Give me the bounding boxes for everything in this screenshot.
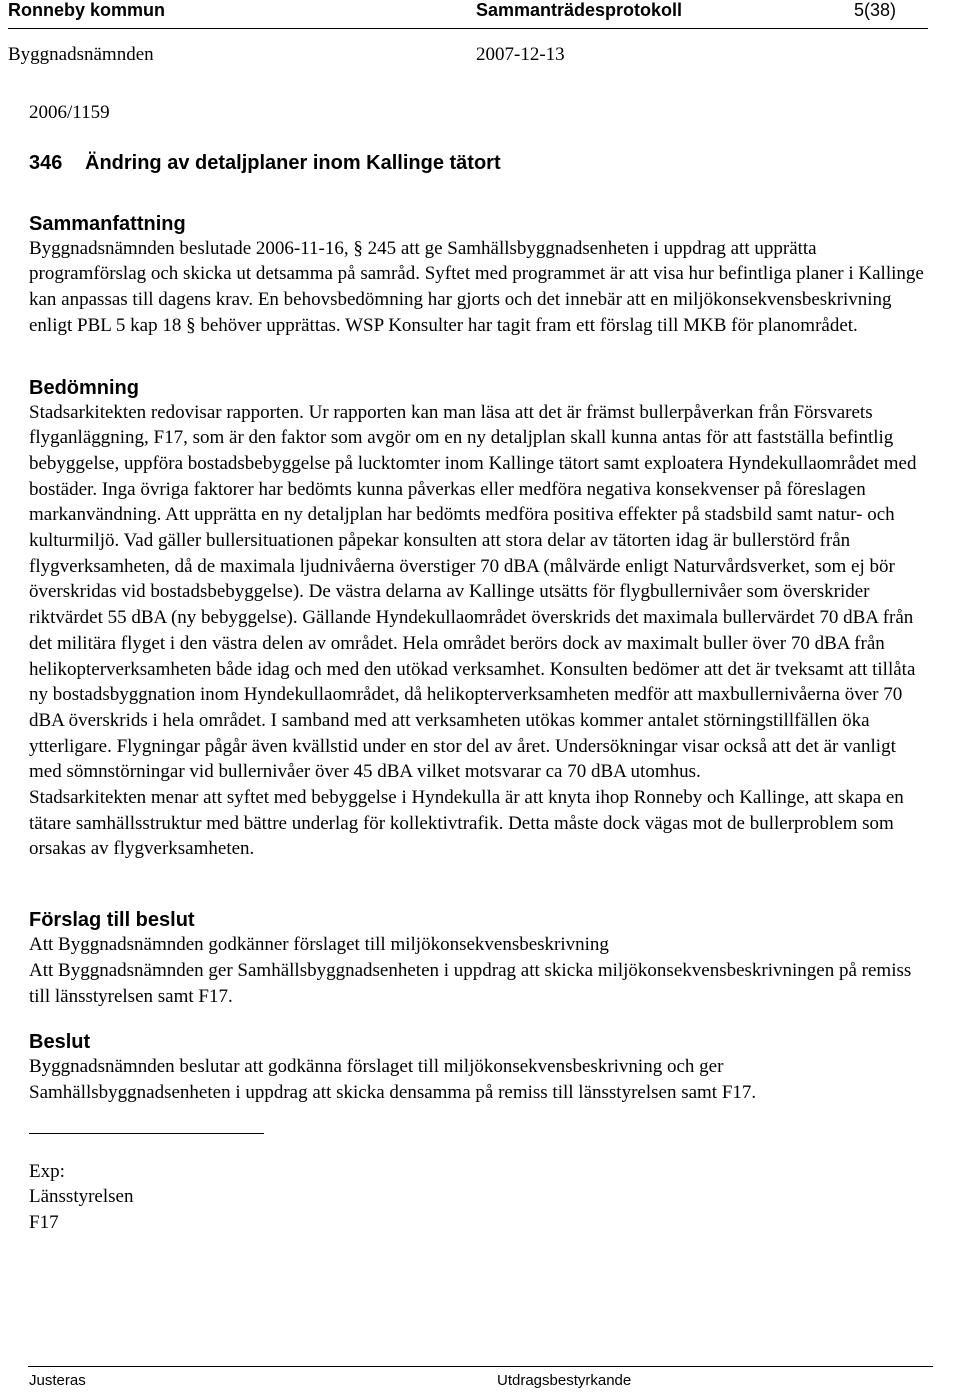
dispatch-block xyxy=(29,1159,929,1236)
header-org: Ronneby kommun xyxy=(8,0,166,20)
dispatch-recipient: F17 xyxy=(29,1212,59,1234)
footer-utdragsbestyrkande: Utdragsbestyrkande xyxy=(497,1372,632,1389)
summary-text: Byggnadsnämnden beslutade 2006-11-16, § 245 att ge Samhällsbyggnadsenheten i uppdrag att upprätta programförslag och skicka ut detsamma på samråd. Syftet med programmet är att visa hur befintliga planer i Kallinge kan anpassas till dagens krav. En behovsbedömning har gjorts och det innebär att en miljökonsekvensbeskrivning enligt PBL 5 kap 18 § behöver upprättas. WSP Konsulter har tagit fram ett förslag till MKB för planområdet. xyxy=(29,237,924,336)
dispatch-recipient: Länsstyrelsen xyxy=(29,1186,134,1208)
header-doc-type: Sammanträdesprotokoll xyxy=(476,0,683,20)
assessment-text-2: Stadsarkitekten menar att syftet med bebyggelse i Hyndekulla är att knyta ihop Ronneby och Kallinge, att skapa en tätare samhällsstruktur med bättre underlag för kollektivtrafik. Detta måste dock vägas mot de bullerproblem som orsakas av flygverksamheten. xyxy=(29,787,904,860)
summary-heading: Sammanfattning xyxy=(29,212,186,235)
footer-rule xyxy=(28,1366,933,1367)
assessment-heading: Bedömning xyxy=(29,376,139,399)
item-title xyxy=(29,150,929,176)
assessment-text-1: Stadsarkitekten redovisar rapporten. Ur rapporten kan man läsa att det är främst bullerpåverkan från Försvarets flyganläggning, F17, som är den faktor som avgör om en ny detaljplan skall kunna antas för att fastställa befintlig bebyggelse, uppföra bostadsbebyggelse på lucktomter inom Kallinge tätort samt exploatera Hyndekullaområdet med bostäder. Inga övriga faktorer har bedömts kunna påverkas eller medföra negativa konsekvenser på föreslagen markanvändning. Att upprätta en ny detaljplan har bedömts medföra positiva effekter på stadsbild samt natur- och kulturmiljö. Vad gäller bullersituationen påpekar konsulten att stora delar av tätorten idag är bullerstörd från flygverksamheten, då de maximala ljudnivåerna överstiger 70 dBA (målvärde enligt Naturvårdsverket, som ej bör överskridas vid bostadsbebyggelse). De västra delarna av Kallinge utsätts för flygbullernivåer som överskrider riktvärdet 55 dBA (ny bebyggelse). Gällande Hyndekullaområdet överskrids det maximala bullervärdet 70 dBA från det militära flyget i den västra delen av området. Hela området berörs dock av maximalt buller över 70 dBA från helikopterverksamheten både idag och med den utökad verksamhet. Konsulten bedömer att det är tveksamt att tillåta ny bostadsbyggnation inom Hyndekullaområdet, då helikopterverksamheten medför att maxbullernivåerna över 70 dBA överskrids i hela området. I samband med att verksamheten utökas kommer antalet störningstillfällen öka ytterligare. Flygningar pågår även kvällstid under en stor del av året. Undersökningar visar också att det är vanligt med sömnstörningar vid bullernivåer över 45 dBA vilket motsvarar ca 70 dBA utomhus. xyxy=(29,401,917,783)
header-rule xyxy=(8,28,928,29)
decision-text: Byggnadsnämnden beslutar att godkänna förslaget till miljökonsekvensbeskrivning och ger Samhällsbyggnadsenheten i uppdrag att skicka densamma på remiss till länsstyrelsen samt F17. xyxy=(29,1056,757,1103)
proposal-line-2: Att Byggnadsnämnden ger Samhällsbyggnadsenheten i uppdrag att skicka miljökonsekvensbeskrivningen på remiss till länsstyrelsen samt F17. xyxy=(29,959,912,1007)
header-committee: Byggnadsnämnden xyxy=(8,44,154,65)
decision-heading: Beslut xyxy=(29,1031,91,1054)
signature-rule xyxy=(29,1133,264,1134)
item-title-text: Ändring av detaljplaner inom Kallinge tätort xyxy=(85,151,501,174)
header-page-number: 5(38) xyxy=(853,0,896,20)
proposal-line-1: Att Byggnadsnämnden godkänner förslaget till miljökonsekvensbeskrivning xyxy=(29,934,609,956)
document-body xyxy=(29,100,929,1236)
header-date: 2007-12-13 xyxy=(476,44,565,65)
page-header xyxy=(0,0,960,24)
dispatch-label: Exp: xyxy=(29,1160,65,1182)
page-subheader xyxy=(0,44,960,68)
item-number: 346 xyxy=(29,151,63,174)
footer-justeras: Justeras xyxy=(29,1372,86,1389)
case-number: 2006/1159 xyxy=(29,102,110,123)
proposal-heading: Förslag till beslut xyxy=(29,909,195,932)
